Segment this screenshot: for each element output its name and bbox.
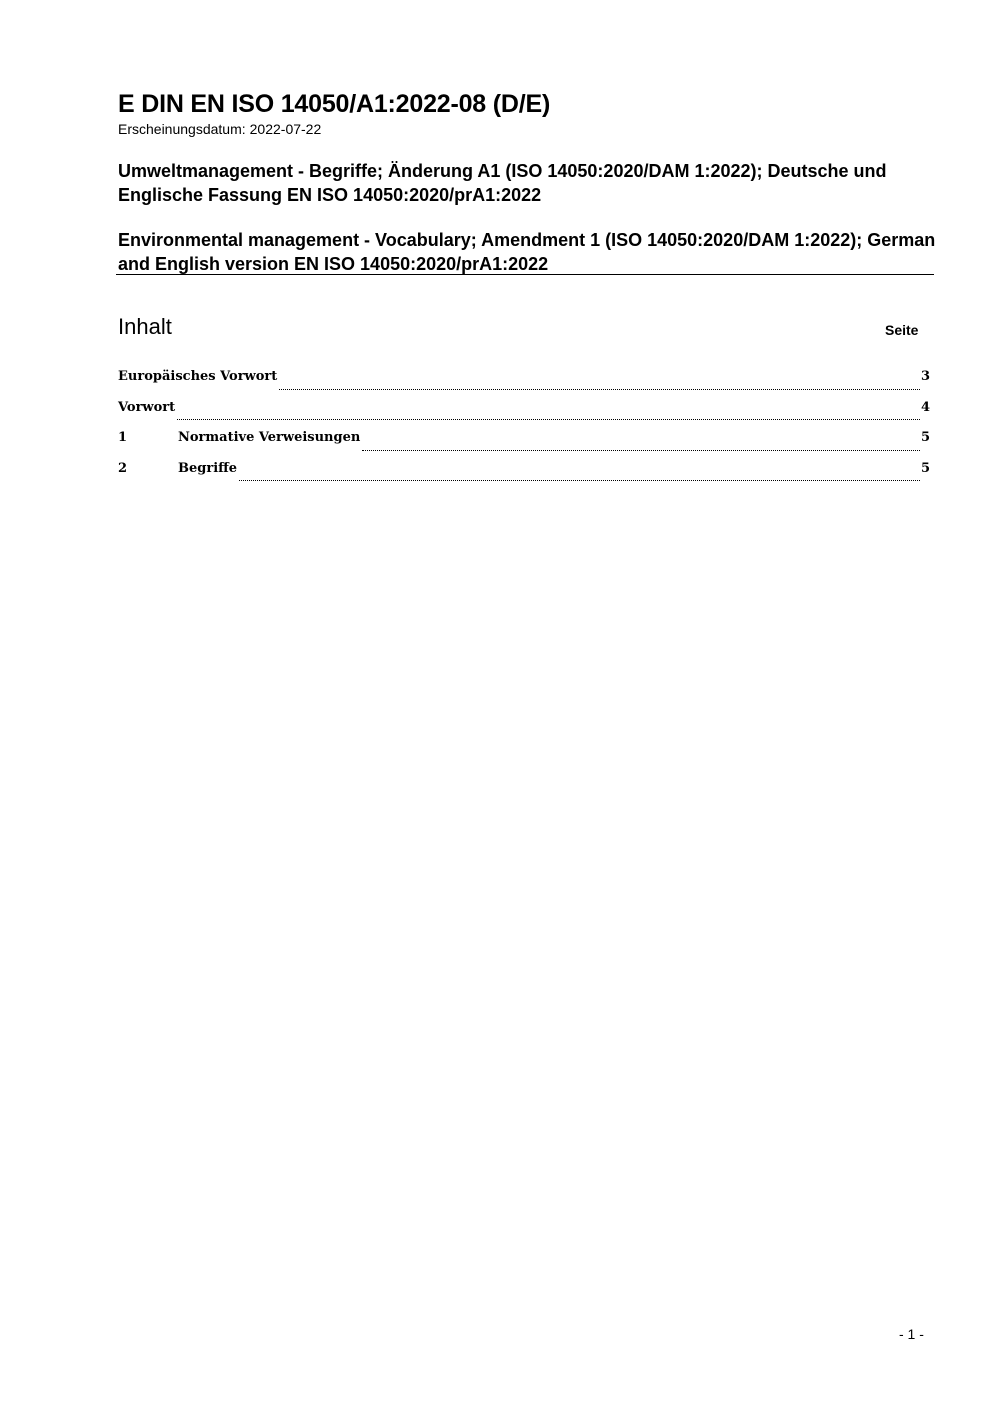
publication-date-value: 2022-07-22 xyxy=(249,121,322,137)
toc-page-column-label: Seite xyxy=(885,322,919,338)
toc-entry-number: 2 xyxy=(118,460,128,476)
title-german: Umweltmanagement - Begriffe; Änderung A1 (ISO 14050:2020/DAM 1:2022); Deutsche und Englische Fassung EN ISO 14050:2020/prA1:2022 xyxy=(118,161,887,205)
document-id: E DIN EN ISO 14050/A1:2022-08 (D/E) xyxy=(118,90,551,118)
page-number: - 1 - xyxy=(899,1326,924,1342)
toc-heading: Inhalt xyxy=(118,314,172,339)
toc-entry-page: 5 xyxy=(920,460,930,476)
toc-entry-title: Vorwort xyxy=(118,399,176,415)
toc-entry-page: 4 xyxy=(920,399,930,415)
header-divider xyxy=(116,274,934,275)
toc-entry-number: 1 xyxy=(118,430,128,445)
toc-entry-title: Europäisches Vorwort xyxy=(118,369,278,384)
table-of-contents xyxy=(118,369,930,491)
toc-entry-normative-verweisungen[interactable] xyxy=(118,430,930,461)
toc-entry-vorwort[interactable] xyxy=(118,400,930,431)
toc-leader-dots xyxy=(279,388,920,390)
toc-entry-begriffe[interactable] xyxy=(118,461,930,492)
publication-date-label: Erscheinungsdatum: xyxy=(118,121,246,137)
toc-leader-dots xyxy=(177,418,920,420)
toc-leader-dots xyxy=(362,449,920,451)
toc-leader-dots xyxy=(239,479,920,481)
publication-date xyxy=(118,121,321,137)
toc-entry-page: 5 xyxy=(920,430,930,445)
title-english: Environmental management - Vocabulary; Amendment 1 (ISO 14050:2020/DAM 1:2022); German and English version EN ISO 14050:2020/prA1:2022 xyxy=(118,230,936,274)
toc-entry-title: Begriffe xyxy=(178,460,238,476)
toc-entry-page: 3 xyxy=(920,369,930,384)
toc-entry-title: Normative Verweisungen xyxy=(178,430,361,445)
toc-entry-europaeisches-vorwort[interactable] xyxy=(118,369,930,400)
